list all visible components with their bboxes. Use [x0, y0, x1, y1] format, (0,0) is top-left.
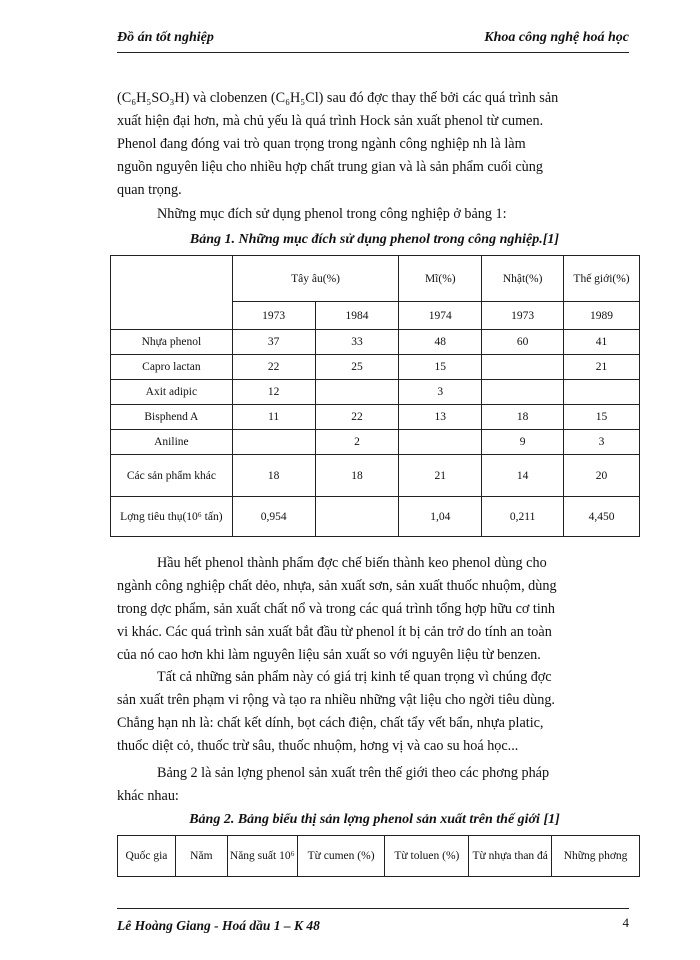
- row-label: Bisphend A: [111, 405, 233, 430]
- cell: 0,211: [482, 497, 564, 537]
- text-line: khác nhau:: [117, 788, 179, 804]
- text-line: thuốc diệt cỏ, thuốc trừ sâu, thuốc nhuộm, hơng vị và cao su hoá học...: [117, 738, 519, 754]
- cell: 18: [232, 455, 315, 497]
- table1-year: 1973: [482, 302, 564, 330]
- row-label: Axit adipic: [111, 380, 233, 405]
- cell: 0,954: [232, 497, 315, 537]
- table2-header: Từ nhựa than đá: [469, 836, 552, 877]
- table1-group: Tây âu(%): [232, 256, 399, 302]
- row-label: Nhựa phenol: [111, 330, 233, 355]
- cell: 2: [315, 430, 399, 455]
- cell: [315, 497, 399, 537]
- paragraph-3: [117, 552, 632, 667]
- cell: 12: [232, 380, 315, 405]
- cell: 60: [482, 330, 564, 355]
- table2-header: Năm: [175, 836, 227, 877]
- table2-header: Năng suất 10⁶: [227, 836, 297, 877]
- page-footer: [117, 915, 629, 934]
- cell: 25: [315, 355, 399, 380]
- paragraph-1: [117, 87, 632, 202]
- header-right: Khoa công nghệ hoá học: [484, 30, 629, 45]
- row-label: Aniline: [111, 430, 233, 455]
- cell: 22: [232, 355, 315, 380]
- text-line: quan trọng.: [117, 182, 182, 198]
- cell: 20: [564, 455, 640, 497]
- header-left: Đồ án tốt nghiệp: [117, 30, 214, 45]
- table-row: [111, 330, 640, 355]
- cell: 22: [315, 405, 399, 430]
- text-line: sản xuất trên phạm vi rộng và tạo ra nhiều những vật liệu cho ngời tiêu dùng.: [117, 692, 555, 708]
- cell: 11: [232, 405, 315, 430]
- table1-group: Mĩ(%): [399, 256, 482, 302]
- paragraph-2: [117, 203, 632, 226]
- table-row: [111, 455, 640, 497]
- cell: 21: [564, 355, 640, 380]
- table-1: [110, 255, 640, 537]
- text-line: (C₆H₅SO₃H) và clobenzen (C₆H₅Cl) sau đó đợc thay thế bởi các quá trình sản: [117, 90, 559, 106]
- paragraph-5: [117, 762, 632, 808]
- page-number: 4: [622, 915, 629, 930]
- table1-group: Nhật(%): [482, 256, 564, 302]
- text-line: Tất cả những sản phẩm này có giá trị kinh tế quan trọng vì chúng đợc: [157, 669, 552, 685]
- cell: 13: [399, 405, 482, 430]
- cell: 21: [399, 455, 482, 497]
- footer-rule: [117, 908, 629, 909]
- cell: 18: [315, 455, 399, 497]
- paragraph-4: [117, 666, 632, 758]
- cell: 33: [315, 330, 399, 355]
- text-line: Hầu hết phenol thành phẩm đợc chế biến thành keo phenol dùng cho: [157, 555, 547, 571]
- footer-author: Lê Hoàng Giang - Hoá dầu 1 – K 48: [117, 918, 320, 933]
- text-line: của nó cao hơn khi làm nguyên liệu sản xuất so với nguyên liệu từ benzen.: [117, 647, 541, 663]
- cell: 14: [482, 455, 564, 497]
- cell: 9: [482, 430, 564, 455]
- table1-group: Thế giới(%): [564, 256, 640, 302]
- table2-header: Từ toluen (%): [385, 836, 469, 877]
- row-label: Lợng tiêu thụ(10⁶ tấn): [111, 497, 233, 537]
- text-line: ngành công nghiệp chất dẻo, nhựa, sản xuất sơn, sản xuất thuốc nhuộm, dùng: [117, 578, 557, 594]
- cell: 18: [482, 405, 564, 430]
- cell: [399, 430, 482, 455]
- cell: 1,04: [399, 497, 482, 537]
- cell: [482, 380, 564, 405]
- cell: 4,450: [564, 497, 640, 537]
- text-line: Chẳng hạn nh là: chất kết dính, bọt cách điện, chất tẩy vết bẩn, nhựa platic,: [117, 715, 544, 731]
- cell: [564, 380, 640, 405]
- text-line: Những mục đích sử dụng phenol trong công nghiệp ở bảng 1:: [157, 206, 507, 222]
- table2-header: Quốc gia: [118, 836, 176, 877]
- text-line: Bảng 2 là sản lợng phenol sản xuất trên thế giới theo các phơng pháp: [157, 765, 550, 781]
- text-line: trong dợc phẩm, sản xuất chất nổ và trong các quá trình tổng hợp hữu cơ tinh: [117, 601, 555, 617]
- row-label: Các sản phẩm khác: [111, 455, 233, 497]
- table2-caption: Bảng 2. Bảng biểu thị sản lợng phenol sản xuất trên thế giới [1]: [189, 812, 560, 827]
- table-row: [111, 405, 640, 430]
- table-row: [111, 355, 640, 380]
- cell: [232, 430, 315, 455]
- table2-header: Những phơng: [552, 836, 640, 877]
- row-label: Capro lactan: [111, 355, 233, 380]
- table1-corner: [111, 256, 233, 330]
- text-line: vi khác. Các quá trình sản xuất bắt đầu từ phenol ít bị cản trở do tính an toàn: [117, 624, 552, 640]
- cell: 37: [232, 330, 315, 355]
- header-rule: [117, 52, 629, 53]
- table-row: [111, 497, 640, 537]
- text-line: nguồn nguyên liệu cho nhiều hợp chất trung gian và là sản phẩm cuối cùng: [117, 159, 543, 175]
- text-line: Phenol đang đóng vai trò quan trọng trong ngành công nghiệp nh là làm: [117, 136, 526, 152]
- cell: 3: [564, 430, 640, 455]
- table1-year: 1974: [399, 302, 482, 330]
- cell: [482, 355, 564, 380]
- table1-year: 1973: [232, 302, 315, 330]
- table-row: [111, 380, 640, 405]
- cell: 15: [564, 405, 640, 430]
- cell: 15: [399, 355, 482, 380]
- cell: 48: [399, 330, 482, 355]
- cell: 3: [399, 380, 482, 405]
- page-header: [117, 30, 629, 50]
- table1-year: 1984: [315, 302, 399, 330]
- table-row: [111, 430, 640, 455]
- cell: 41: [564, 330, 640, 355]
- text-line: xuất hiện đại hơn, mà chủ yếu là quá trình Hock sản xuất phenol từ cumen.: [117, 113, 544, 129]
- table1-caption: Bảng 1. Những mục đích sử dụng phenol trong công nghiệp.[1]: [189, 232, 560, 247]
- cell: [315, 380, 399, 405]
- table2-header: Từ cumen (%): [297, 836, 385, 877]
- table1-year: 1989: [564, 302, 640, 330]
- table-2: [117, 835, 640, 877]
